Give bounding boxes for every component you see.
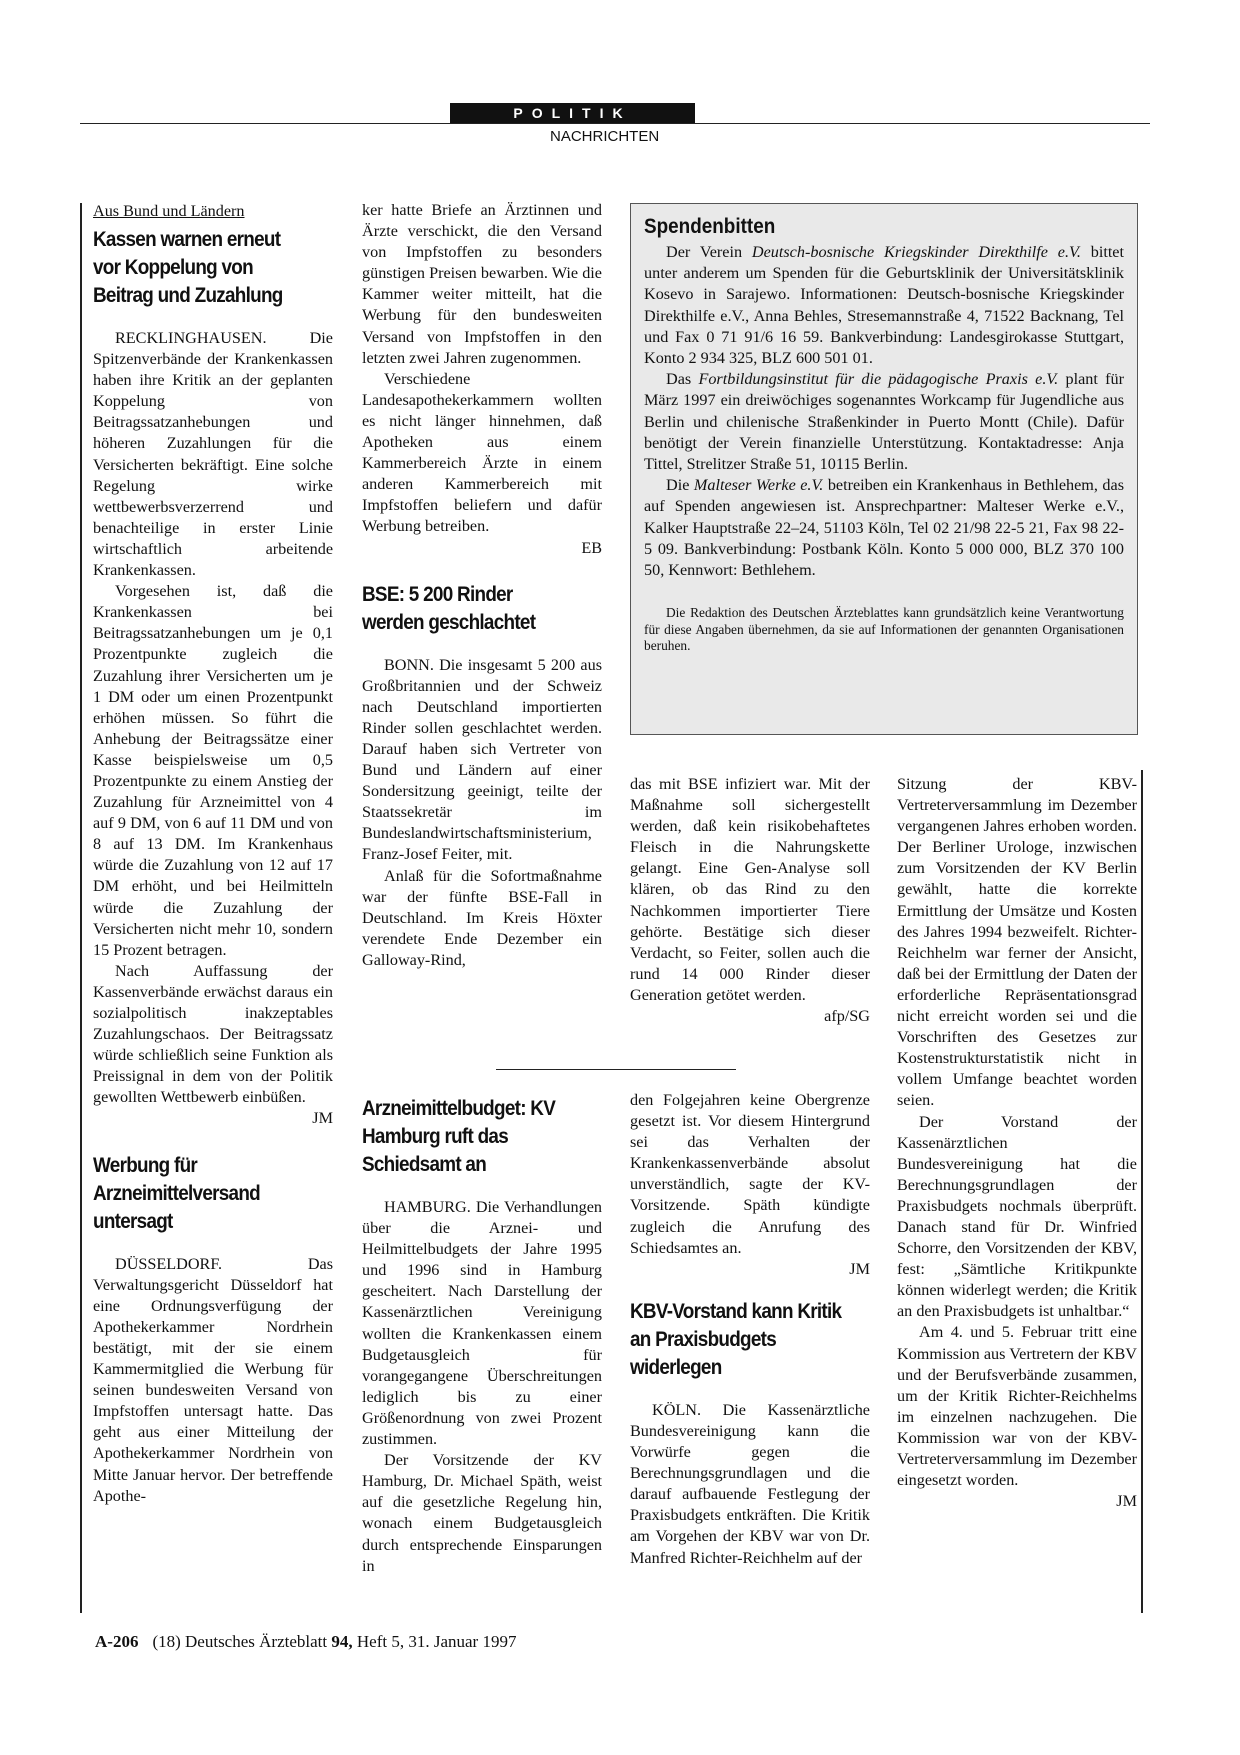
article-paragraph: Der Vorsitzende der KV Hamburg, Dr. Michael Späth, weist auf die gesetzliche Regelung hin, wonach einem Budgetausgleich durch entsprechende Einsparungen in [362,1451,602,1575]
article-paragraph: Sitzung der KBV-Vertreterversammlung im Dezember vergangenen Jahres erhoben worden. Der Berliner Urologe, inzwischen zum Vorsitzenden der KV Berlin gewählt, hatte die korrekte Ermittlung der Umsätze und Kosten des Jahres 1994 bezweifelt. Richter-Reichhelm war ferner der Ansicht, daß bei der Ermittlung der Daten der erforderliche Repräsentationsgrad nicht erreicht worden sei und die Vorschriften des Gesetzes zur Kostenstrukturstatistik nicht in vollem Umfange beachtet worden seien. [897,775,1137,1110]
author-signature: JM [312,1109,333,1128]
article-title: BSE: 5 200 Rinder werden geschlachtet [362,582,536,634]
column-3-lower [630,1090,870,1569]
author-signature: EB [581,538,602,557]
article-paragraph: Anlaß für die Sofortmaßnahme war der fünfte BSE-Fall in Deutschland. Im Kreis Höxter verendete Ende Dezember ein Galloway-Rind, [362,866,602,969]
article-paragraph: den Folgejahren keine Obergrenze gesetzt ist. Vor diesem Hintergrund sei das Verhalten der Krankenkassenverbände absolut unverständlich, sagte der KV-Vorsitzende. Späth kündigte zugleich die Anrufung des Schiedsamtes an. [630,1091,870,1257]
author-signature: afp/SG [824,1007,870,1026]
article-title: Werbung für Arzneimittelversand untersagt [93,1153,260,1233]
column-2-lower [362,1095,602,1577]
left-margin-bar [80,203,82,1613]
section-label: POLITIK [450,103,695,123]
article-paragraph: Der Vorstand der Kassenärztlichen Bundesvereinigung hat die Berechnungsgrundlagen der Praxisbudgets nochmals überprüft. Danach stand für Dr. Winfried Schorre, den Vorsitzenden der KBV, fest: „Sämtliche Kritikpunkte können widerlegt werden; die Kritik an den Praxisbudgets ist unhaltbar.“ [897,1112,1137,1321]
header-rule [80,123,1150,124]
article-paragraph: RECKLINGHAUSEN. Die Spitzenverbände der Krankenkassen haben ihre Kritik an der geplanten Koppelung von Beitragssatzanhebungen und höheren Zuzahlungen für die Versicherten bekräftigt. Eine solche Regelung wirke wettbewerbsverzerrend und benachteilige in erster Linie wirtschaftlich arbeitende Krankenkassen. [93,329,333,580]
issue-date: Heft 5, 31. Januar 1997 [352,1632,517,1651]
article-paragraph: BONN. Die insgesamt 5 200 aus Großbritannien und der Schweiz nach Deutschland importierten Rinder sollen geschlachtet werden. Darauf haben sich Vertreter von Bund und Ländern auf einer Sondersitzung geeinigt, teilte der Staatssekretär im Bundeslandwirtschaftsministerium, Franz-Josef Feiter, mit. [362,655,602,864]
column-4 [897,774,1137,1512]
journal-volume: 94, [331,1632,353,1651]
editorial-disclaimer: Die Redaktion des Deutschen Ärzteblattes kann grundsätzlich keine Verantwortung für diese Angaben übernehmen, da sie auf Informationen der genannten Organisationen beruhen. [644,605,1124,654]
donation-paragraph: Die Malteser Werke e.V. betreiben ein Krankenhaus in Bethlehem, das auf Spenden angewiesen ist. Ansprechpartner: Malteser Werke e.V., Kalker Hauptstraße 22–24, 51103 Köln, Tel 02 21/98 22-5 21, Fax 98 22-5 09. Bankverbindung: Postbank Köln. Konto 5 000 000, BLZ 370 100 50, Kennwort: Bethlehem. [644,476,1124,580]
article-separator [496,1069,736,1070]
article-paragraph: KÖLN. Die Kassenärztliche Bundesvereinigung kann die Vorwürfe gegen die Berechnungsgrundlagen und die darauf aufbauende Festlegung der Praxisbudgets entkräften. Die Kritik am Vorgehen der KBV war von Dr. Manfred Richter-Reichhelm auf der [630,1400,870,1567]
article-title: Kassen warnen erneut vor Koppelung von Beitrag und Zuzahlung [93,228,283,307]
column-3 [630,774,870,1027]
article-paragraph: das mit BSE infiziert war. Mit der Maßnahme soll sichergestellt werden, daß kein risikobehaftetes Fleisch in die Nahrungskette gelangt. Eine Gen-Analyse soll klären, ob das Rind zu den Nachkommen importierter Tiere gehörte. Bestätige sich dieser Verdacht, so Feiter, sollen auch die rund 14 000 Rinder dieser Generation getötet werden. [630,775,870,1004]
article-title: Arzneimittelbudget: KV Hamburg ruft das Schiedsamt an [362,1097,556,1176]
author-signature: JM [1116,1492,1137,1511]
article-paragraph: DÜSSELDORF. Das Verwaltungsgericht Düsseldorf hat eine Ordnungsverfügung der Apothekerkammer Nordrhein bestätigt, mit der sie einem Kammermitglied die Werbung für seinen bundesweiten Versand von Impfstoffen untersagt hatte. Das geht aus einer Mitteilung der Apothekerkammer Nordrhein von Mitte Januar hervor. Der betreffende Apothe- [93,1254,333,1505]
article-paragraph: Vorgesehen ist, daß die Krankenkassen bei Beitragssatzanhebungen um je 0,1 Prozentpunkte zugleich die Zuzahlung ihrer Versicherten um je 1 DM oder um einen Prozentpunkt erhöhen müssen. So führt die Anhebung der Beitragssätze einer Kasse beispielsweise um 0,5 Prozentpunkte zu einem Anstieg der Zuzahlung für Arzneimittel von 4 auf 9 DM, von 6 auf 11 DM und von 8 auf 13 DM. Im Krankenhaus würde die Zuzahlung von 12 auf 17 DM erhöht, und bei Heilmitteln würde die Zuzahlung der Versicherten nicht mehr 10, sondern 15 Prozent betragen. [93,582,333,959]
donation-box [630,203,1138,735]
article-paragraph: HAMBURG. Die Verhandlungen über die Arznei- und Heilmittelbudgets der Jahre 1995 und 1996 sind in Hamburg gescheitert. Nach Darstellung der Kassenärztlichen Vereinigung wollten die Krankenkassen einem Budgetausgleich für vorangegangene Überschreitungen lediglich bis zu einer Größenordnung von zwei Prozent zustimmen. [362,1198,602,1449]
article-paragraph: Nach Auffassung der Kassenverbände erwächst daraus ein sozialpolitisch inakzeptables Zuzahlungschaos. Der Beitragssatz würde schließlich seine Funktion als Preissignal in dem von der Politik gewollten Wettbewerb einbüßen. [93,961,333,1107]
article-paragraph: Verschiedene Landesapothekerkammern wollten es nicht länger hinnehmen, daß Apotheken aus einem Kammerbereich Ärzte in einem anderen Kammerbereich mit Impfstoffen beliefern und dafür Werbung betreiben. [362,369,602,536]
article-paragraph: ker hatte Briefe an Ärztinnen und Ärzte verschickt, die den Versand von Impfstoffen zu besonders günstigen Preisen bewarben. Wie die Kammer weiter mitteilt, hat die Werbung für den bundesweiten Versand von Impfstoffen in den letzten zwei Jahren zugenommen. [362,201,602,367]
donation-box-title: Spendenbitten [644,215,776,238]
kicker: Aus Bund und Ländern [93,202,245,220]
column-1 [93,200,333,1507]
donation-paragraph: Das Fortbildungsinstitut für die pädagogische Praxis e.V. plant für März 1997 ein dreiwöchiges sogenanntes Workcamp für Jugendliche aus Berlin und chilenische Straßenkinder in Puerto Montt (Chile). Dafür benötigt der Verein finanzielle Unterstützung. Kontaktadresse: Anja Tittel, Strelitzer Straße 51, 10115 Berlin. [644,370,1124,474]
page-footer [95,1632,516,1652]
donation-paragraph: Der Verein Deutsch-bosnische Kriegskinder Direkthilfe e.V. bittet unter anderem um Spenden für die Geburtsklinik der Universitätsklinik Kosevo in Sarajewo. Informationen: Deutsch-bosnische Kriegskinder Direkthilfe e.V., Anna Behles, Stresemannstraße 4, 71522 Backnang, Tel und Fax 0 71 91/6 16 59. Bankverbindung: Landesgirokasse Stuttgart, Konto 2 934 325, BLZ 600 501 01. [644,243,1124,368]
article-paragraph: Am 4. und 5. Februar tritt eine Kommission aus Vertretern der KBV und der Berufsverbände zusammen, um der Kritik Richter-Reichhelms im einzelnen nachzugehen. Die Kommission war von der KBV-Vertreterversammlung im Dezember eingesetzt worden. [897,1323,1137,1490]
subsection-label: NACHRICHTEN [550,128,660,145]
page-number: A-206 [95,1632,139,1651]
column-2 [362,200,602,971]
article-title: KBV-Vorstand kann Kritik an Praxisbudgets widerlegen [630,1299,842,1379]
journal-name: (18) Deutsches Ärzteblatt [152,1632,332,1651]
author-signature: JM [849,1259,870,1278]
right-margin-bar [1141,770,1143,1613]
